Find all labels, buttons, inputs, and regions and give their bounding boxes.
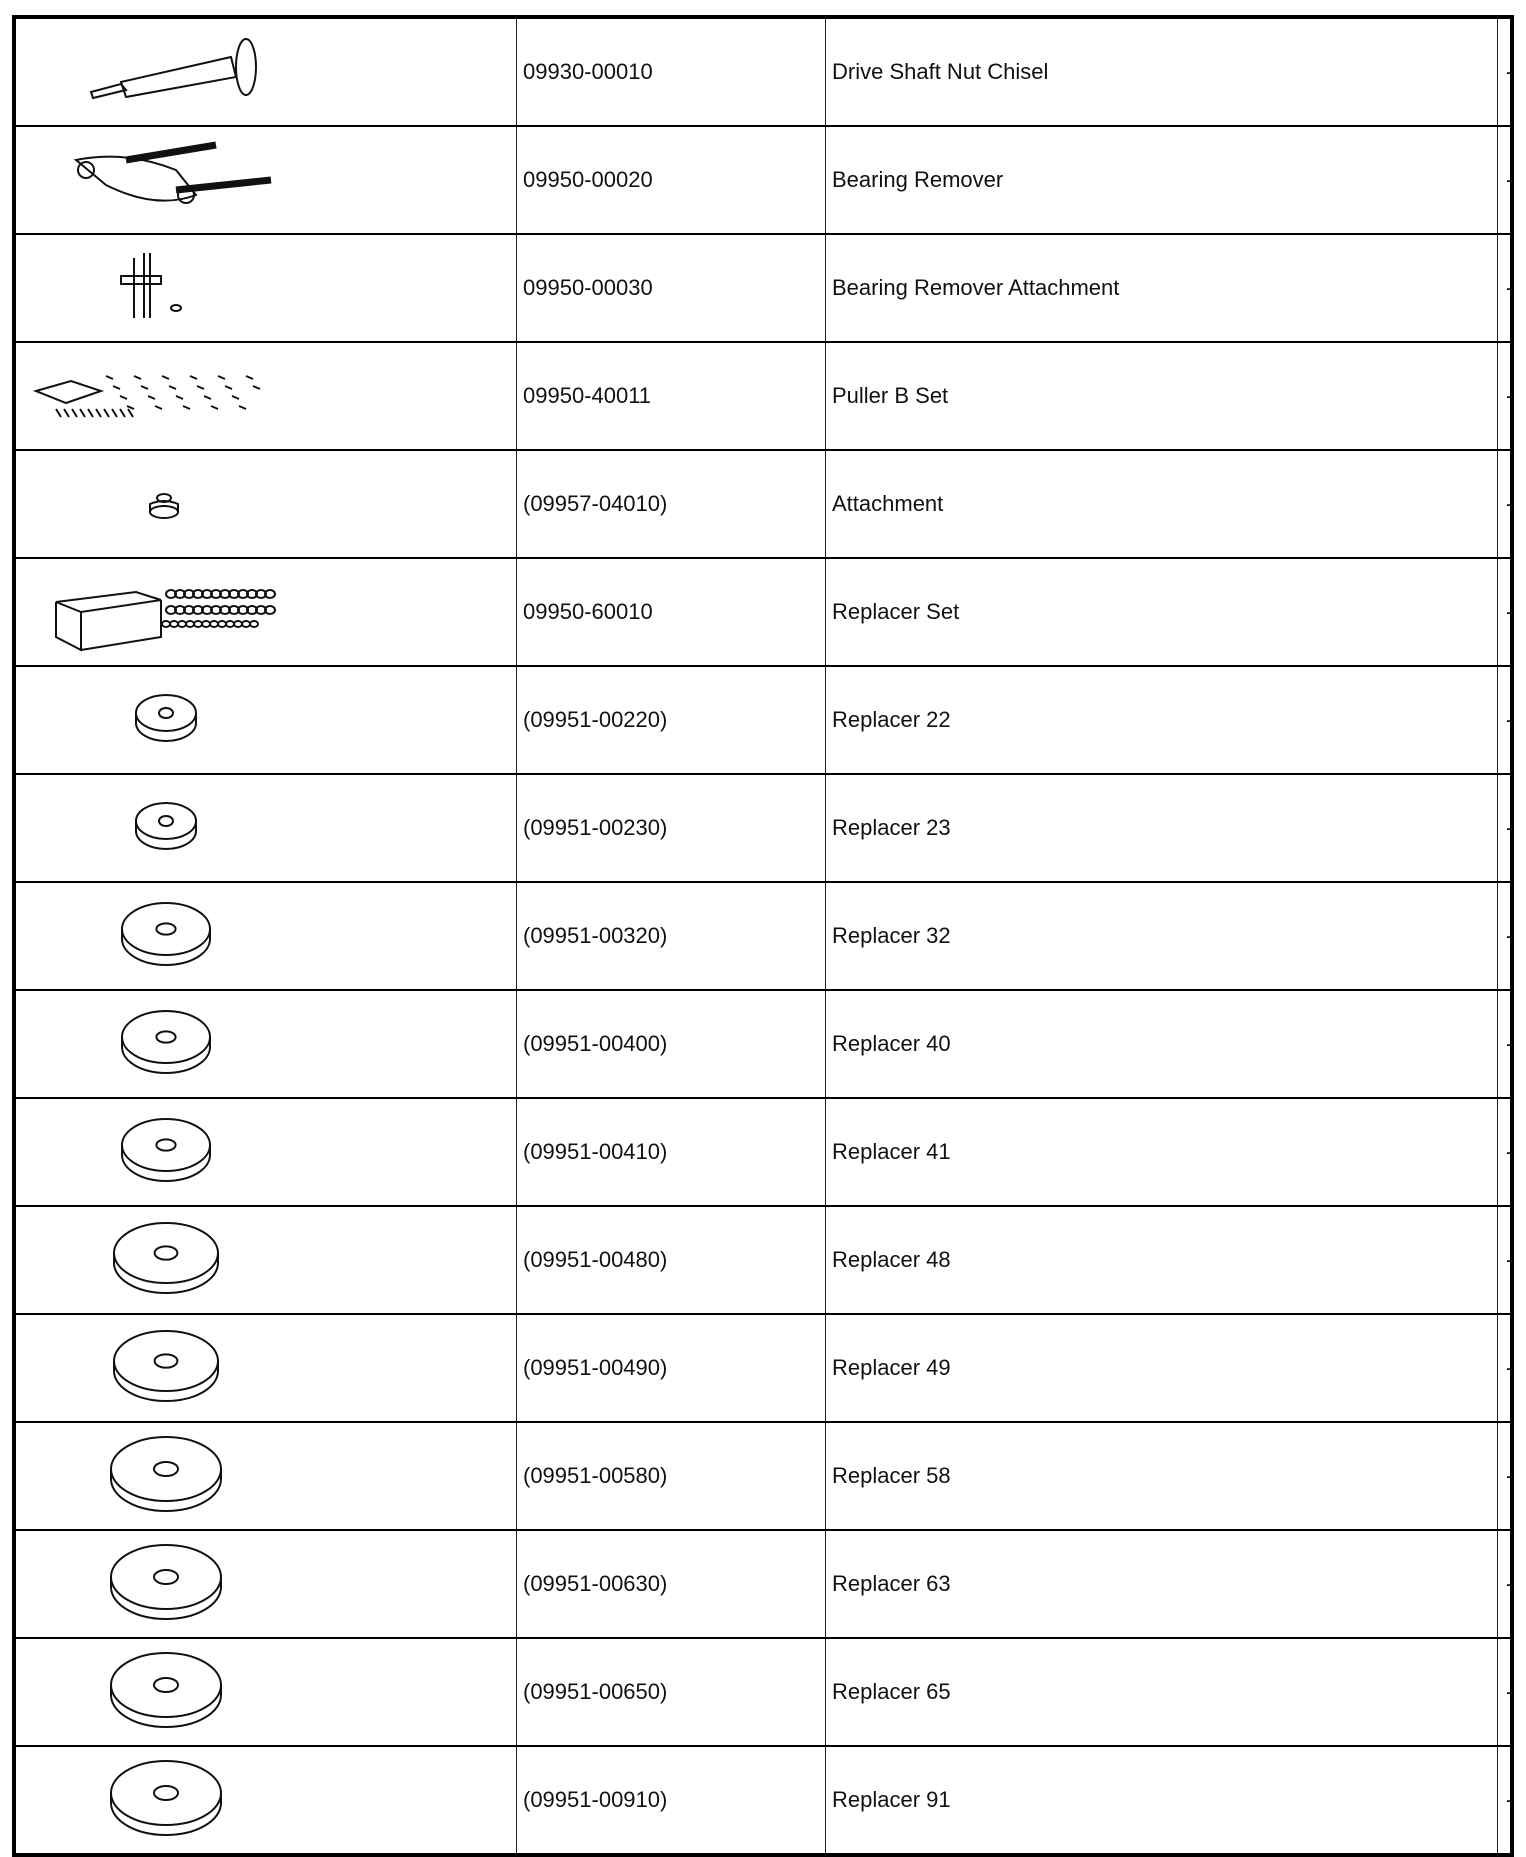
tool-image-cell (14, 342, 517, 450)
tool-image-cell (14, 1206, 517, 1314)
tool-image-cell (14, 1098, 517, 1206)
remark: - (1498, 1098, 1513, 1206)
table-row (14, 1746, 1512, 1855)
part-number: (09951-00410) (517, 1098, 826, 1206)
part-number: 09930-00010 (517, 17, 826, 126)
remark: - (1498, 558, 1513, 666)
tool-image-cell (14, 666, 517, 774)
part-number: (09951-00650) (517, 1638, 826, 1746)
table-row (14, 1530, 1512, 1638)
part-number: (09951-00480) (517, 1206, 826, 1314)
tool-description: Drive Shaft Nut Chisel (826, 17, 1498, 126)
part-number: (09951-00220) (517, 666, 826, 774)
tool-image-cell (14, 234, 517, 342)
special-tools-table (12, 15, 1514, 1857)
table-row (14, 450, 1512, 558)
table-row (14, 126, 1512, 234)
remark: - (1498, 1206, 1513, 1314)
tool-image-cell (14, 17, 517, 126)
table-row (14, 1098, 1512, 1206)
remark: - (1498, 1638, 1513, 1746)
table-row (14, 1206, 1512, 1314)
table-row (14, 17, 1512, 126)
tool-description: Replacer 65 (826, 1638, 1498, 1746)
part-number: 09950-40011 (517, 342, 826, 450)
tool-description: Replacer 23 (826, 774, 1498, 882)
tool-description: Attachment (826, 450, 1498, 558)
part-number: (09957-04010) (517, 450, 826, 558)
part-number: (09951-00490) (517, 1314, 826, 1422)
tool-image-cell (14, 774, 517, 882)
part-number: (09951-00400) (517, 990, 826, 1098)
part-number: (09951-00580) (517, 1422, 826, 1530)
tool-description: Puller B Set (826, 342, 1498, 450)
remark: - (1498, 17, 1513, 126)
part-number: 09950-00030 (517, 234, 826, 342)
tool-image-cell (14, 1314, 517, 1422)
remark: - (1498, 1530, 1513, 1638)
tool-description: Replacer 63 (826, 1530, 1498, 1638)
part-number: (09951-00320) (517, 882, 826, 990)
table-row (14, 774, 1512, 882)
remark: - (1498, 666, 1513, 774)
part-number: 09950-60010 (517, 558, 826, 666)
tool-image-cell (14, 558, 517, 666)
remark: - (1498, 1746, 1513, 1855)
part-number: (09951-00230) (517, 774, 826, 882)
table-row (14, 1422, 1512, 1530)
tool-description: Replacer 40 (826, 990, 1498, 1098)
table-row (14, 1638, 1512, 1746)
remark: - (1498, 450, 1513, 558)
tool-description: Replacer 48 (826, 1206, 1498, 1314)
tool-image-cell (14, 1638, 517, 1746)
tool-description: Replacer 91 (826, 1746, 1498, 1855)
remark: - (1498, 126, 1513, 234)
table-row (14, 1314, 1512, 1422)
part-number: (09951-00910) (517, 1746, 826, 1855)
table-row (14, 558, 1512, 666)
tool-image-cell (14, 1746, 517, 1855)
part-number: (09951-00630) (517, 1530, 826, 1638)
table-row (14, 882, 1512, 990)
table-row (14, 234, 1512, 342)
tool-image-cell (14, 450, 517, 558)
tool-description: Replacer 49 (826, 1314, 1498, 1422)
tool-image-cell (14, 126, 517, 234)
tool-description: Replacer 22 (826, 666, 1498, 774)
remark: - (1498, 342, 1513, 450)
tool-description: Replacer 41 (826, 1098, 1498, 1206)
remark: - (1498, 1422, 1513, 1530)
tool-description: Bearing Remover Attachment (826, 234, 1498, 342)
table-row (14, 342, 1512, 450)
table-row (14, 666, 1512, 774)
part-number: 09950-00020 (517, 126, 826, 234)
table-row (14, 990, 1512, 1098)
remark: - (1498, 1314, 1513, 1422)
tool-image-cell (14, 1530, 517, 1638)
remark: - (1498, 882, 1513, 990)
tool-description: Replacer 32 (826, 882, 1498, 990)
remark: - (1498, 774, 1513, 882)
tool-description: Bearing Remover (826, 126, 1498, 234)
remark: - (1498, 990, 1513, 1098)
tool-image-cell (14, 990, 517, 1098)
tool-image-cell (14, 882, 517, 990)
tool-description: Replacer Set (826, 558, 1498, 666)
tool-description: Replacer 58 (826, 1422, 1498, 1530)
remark: - (1498, 234, 1513, 342)
tool-image-cell (14, 1422, 517, 1530)
